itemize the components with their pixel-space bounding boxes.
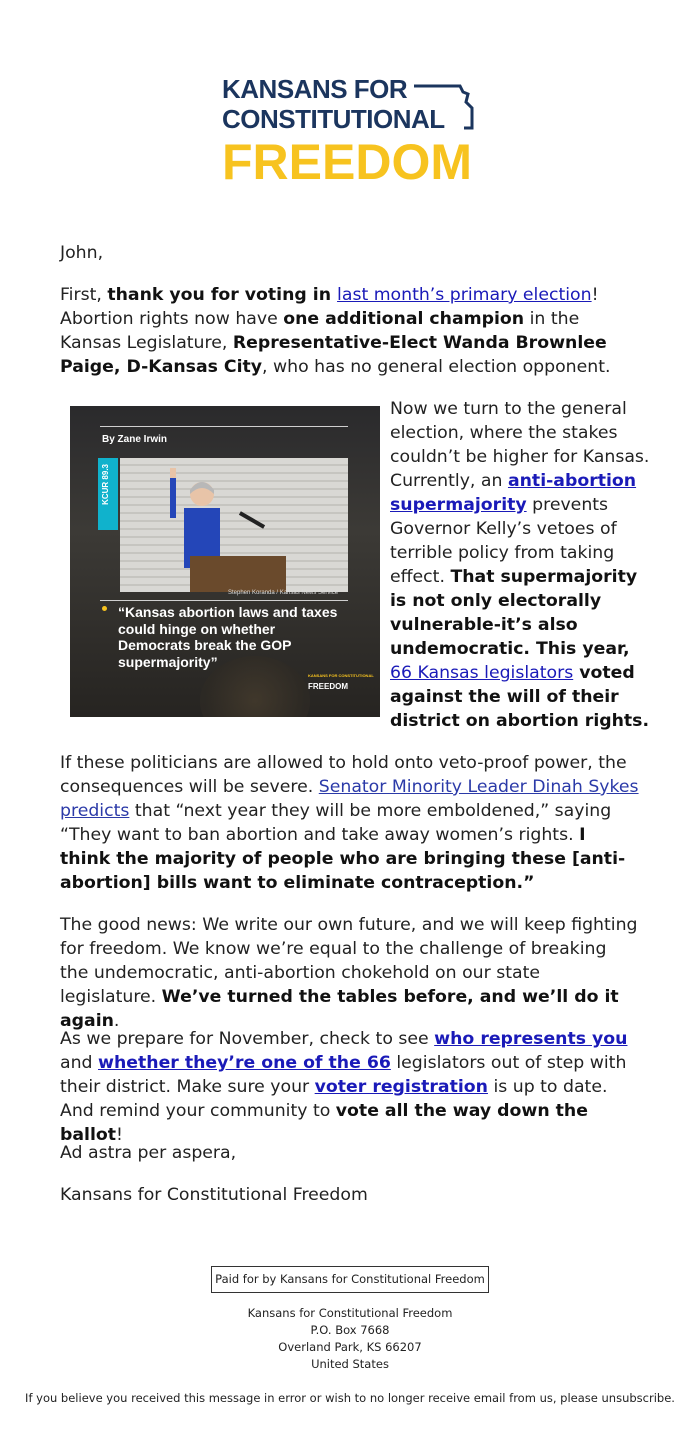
- logo-line-1: KANSANS FOR: [222, 74, 408, 104]
- image-divider-2: [100, 600, 348, 601]
- p1-bold-3: Representative-Elect Wanda Brownlee Paige, D-Kansas City: [60, 333, 607, 377]
- mini-logo-bottom: FREEDOM: [308, 682, 348, 691]
- greeting: [60, 241, 640, 265]
- p5-bold-1: vote all the way down the ballot: [60, 1101, 588, 1145]
- who-represents-you-link[interactable]: who represents you: [434, 1029, 628, 1049]
- one-of-66-link[interactable]: whether they’re one of the 66: [98, 1053, 391, 1073]
- p4-text-2: .: [113, 1011, 120, 1031]
- p1-text-4: , who has no general election opponent.: [262, 357, 611, 377]
- p1-text-2: ! Abortion rights now have: [60, 285, 599, 329]
- bullet-dot-icon: [102, 606, 107, 611]
- anti-abortion-supermajority-link[interactable]: anti-abortion supermajority: [390, 471, 637, 515]
- address-org: Kansans for Constitutional Freedom: [247, 1306, 453, 1320]
- unsubscribe-text: If you believe you received this message in error or wish to no longer receive email from us, please: [25, 1391, 602, 1405]
- p5-text-4: is up to date. And remind your community to: [60, 1077, 608, 1121]
- paragraph-primary-thanks: [60, 283, 640, 379]
- paragraph-consequences: [60, 751, 640, 895]
- p1-text-3: in the Kansas Legislature,: [60, 309, 580, 353]
- image-byline: By Zane Irwin: [102, 434, 168, 445]
- article-quote: “Kansas abortion laws and taxes could hinge on whether Democrats break the GOP supermajority”: [118, 604, 338, 670]
- governor-photo: [120, 458, 348, 592]
- p2-text-1: Now we turn to the general election, where the stakes couldn’t be higher for Kansas. Currently, an: [390, 399, 650, 491]
- signoff-text: Ad astra per aspera,: [60, 1143, 237, 1163]
- logo-line-3: FREEDOM: [222, 134, 472, 190]
- signoff: [60, 1141, 640, 1165]
- p1-text-1: First,: [60, 285, 108, 305]
- kcur-badge: [98, 458, 118, 530]
- logo-line-2: CONSTITUTIONAL: [222, 104, 445, 134]
- p5-text-1: As we prepare for November, check to see: [60, 1029, 435, 1049]
- paid-for-disclaimer: Paid for by Kansans for Constitutional Freedom: [211, 1266, 489, 1293]
- address-box: P.O. Box 7668: [310, 1323, 390, 1337]
- voter-registration-link[interactable]: voter registration: [314, 1077, 488, 1097]
- address-country: United States: [311, 1357, 389, 1371]
- signature: [60, 1183, 640, 1207]
- kfcf-logo: [222, 72, 482, 192]
- p5-text-5: !: [116, 1125, 123, 1145]
- sykes-predicts-link[interactable]: Senator Minority Leader Dinah Sykes predicts: [60, 777, 639, 821]
- p4-text-1: The good news: We write our own future, and we will keep fighting for freedom. We know we’re equal to the challenge of breaking the undemocratic, anti-abortion chokehold on our state legislature.: [60, 915, 638, 1007]
- p3-text-1: If these politicians are allowed to hold onto veto-proof power, the consequences will be severe.: [60, 753, 627, 797]
- paragraph-good-news: [60, 913, 640, 1033]
- p1-bold-2: one additional champion: [283, 309, 525, 329]
- p3-bold-1: I think the majority of people who are bringing these [anti-abortion] bills want to eliminate contraception.”: [60, 825, 626, 893]
- p5-text-3: legislators out of step with their district. Make sure your: [60, 1053, 627, 1097]
- unsubscribe-link[interactable]: unsubscribe: [601, 1391, 672, 1405]
- unsubscribe-notice: [20, 1390, 680, 1407]
- unsubscribe-end: .: [671, 1391, 675, 1405]
- p5-text-2: and: [60, 1053, 99, 1073]
- paragraph-november: [60, 1027, 640, 1147]
- kcur-label: KCUR 89.3: [101, 464, 110, 505]
- greeting-text: John,: [60, 243, 104, 263]
- p4-bold-1: We’ve turned the tables before, and we’ll do it again: [60, 987, 619, 1031]
- p2-bold-1: That supermajority is not only electorally vulnerable-it’s also undemocratic. This year,: [390, 567, 638, 659]
- signature-text: Kansans for Constitutional Freedom: [60, 1185, 368, 1205]
- paragraph-general-election: [390, 397, 650, 733]
- primary-election-link[interactable]: last month’s primary election: [337, 285, 592, 305]
- 66-legislators-link[interactable]: 66 Kansas legislators: [390, 663, 574, 683]
- p2-text-2: prevents Governor Kelly’s vetoes of terrible policy from taking effect.: [390, 495, 617, 587]
- mini-logo: [308, 673, 374, 696]
- article-image[interactable]: [70, 406, 380, 717]
- podium: [190, 556, 286, 592]
- p2-bold-2: voted against the will of their district on abortion rights.: [390, 663, 650, 731]
- p1-bold-1: thank you for voting in: [107, 285, 338, 305]
- p3-text-2: that “next year they will be more emboldened,” saying “They want to ban abortion and take away women’s rights.: [60, 801, 612, 845]
- image-divider: [100, 426, 348, 427]
- mini-logo-top: KANSANS FOR CONSTITUTIONAL: [308, 673, 374, 678]
- photo-credit: Stephen Koranda / Kansas News Service: [228, 590, 339, 596]
- address-city: Overland Park, KS 66207: [278, 1340, 422, 1354]
- mailing-address: [200, 1305, 500, 1373]
